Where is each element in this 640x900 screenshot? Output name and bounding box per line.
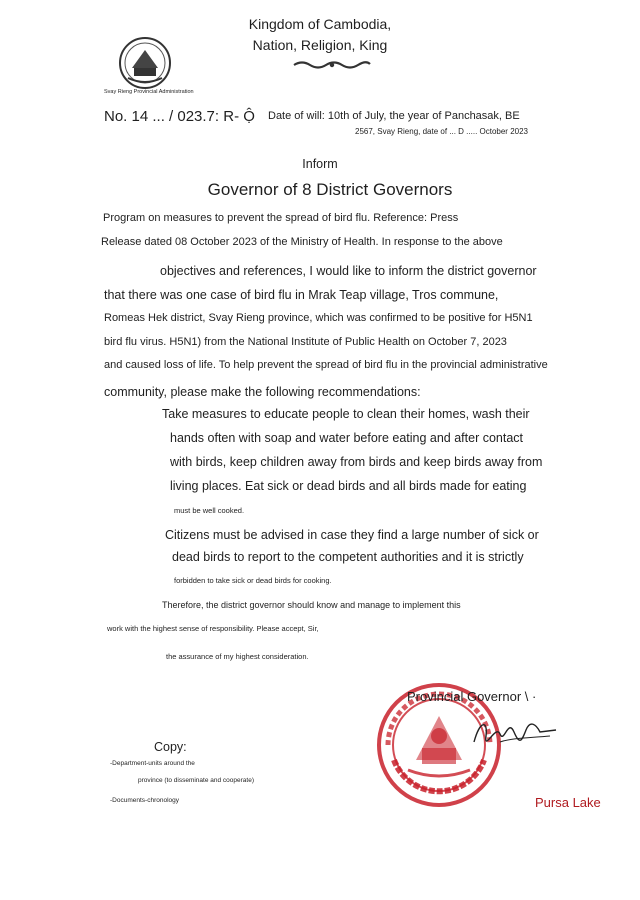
closing-line: Therefore, the district governor should know and manage to implement this: [162, 600, 461, 610]
provincial-emblem-icon: [118, 36, 172, 90]
body-line: bird flu virus. H5N1) from the National Institute of Public Health on October 7, 2023: [104, 336, 507, 348]
recommendation-line: living places. Eat sick or dead birds and all birds made for eating: [170, 479, 527, 493]
inform-heading: Inform: [302, 157, 338, 171]
document-title: Governor of 8 District Governors: [207, 180, 453, 199]
copy-item: province (to disseminate and cooperate): [138, 777, 254, 784]
handwritten-signature: [470, 712, 560, 752]
recommendation-line: forbidden to take sick or dead birds for cooking.: [174, 576, 332, 585]
signatory-name: Pursa Lake: [535, 795, 601, 810]
closing-line: the assurance of my highest consideration.: [166, 652, 309, 661]
ornament-divider: [292, 58, 372, 70]
motto-heading: Nation, Religion, King: [252, 37, 388, 53]
recommendation-line: hands often with soap and water before eating and after contact: [170, 431, 524, 445]
recommendation-line: Take measures to educate people to clean their homes, wash their: [162, 407, 530, 421]
date-of-will: Date of will: 10th of July, the year of Panchasak, BE: [268, 110, 520, 122]
kingdom-heading: Kingdom of Cambodia,: [248, 16, 392, 32]
closing-line: work with the highest sense of responsibility. Please accept, Sir,: [107, 624, 319, 633]
body-line: Release dated 08 October 2023 of the Ministry of Health. In response to the above: [101, 236, 503, 248]
reference-number: No. 14 ... / 023.7: R- Ộ: [104, 108, 255, 125]
copy-item: -Department-units around the: [110, 760, 195, 767]
recommendation-line: Citizens must be advised in case they find a large number of sick or: [165, 528, 539, 542]
copy-item: -Documents-chronology: [110, 797, 180, 804]
body-line: Romeas Hek district, Svay Rieng province, which was confirmed to be positive for H5N1: [104, 312, 533, 324]
body-line: objectives and references, I would like to inform the district governor: [160, 264, 537, 278]
recommendation-line: must be well cooked.: [174, 506, 245, 515]
admin-label: Svay Rieng Provincial Administration: [104, 89, 194, 95]
date-line: 2567, Svay Rieng, date of ... D ..... October 2023: [355, 127, 528, 136]
body-line: community, please make the following recommendations:: [104, 385, 421, 399]
signatory-title: Provincial Governor \ ·: [407, 689, 537, 704]
body-line: that there was one case of bird flu in Mrak Teap village, Tros commune,: [104, 288, 499, 302]
body-line: Program on measures to prevent the spread of bird flu. Reference: Press: [103, 212, 459, 224]
recommendation-line: dead birds to report to the competent authorities and it is strictly: [172, 550, 524, 564]
copy-heading: Copy:: [154, 740, 187, 754]
body-line: and caused loss of life. To help prevent the spread of bird flu in the provincial administrative: [104, 359, 548, 371]
recommendation-line: with birds, keep children away from birds and keep birds away from: [170, 455, 543, 469]
